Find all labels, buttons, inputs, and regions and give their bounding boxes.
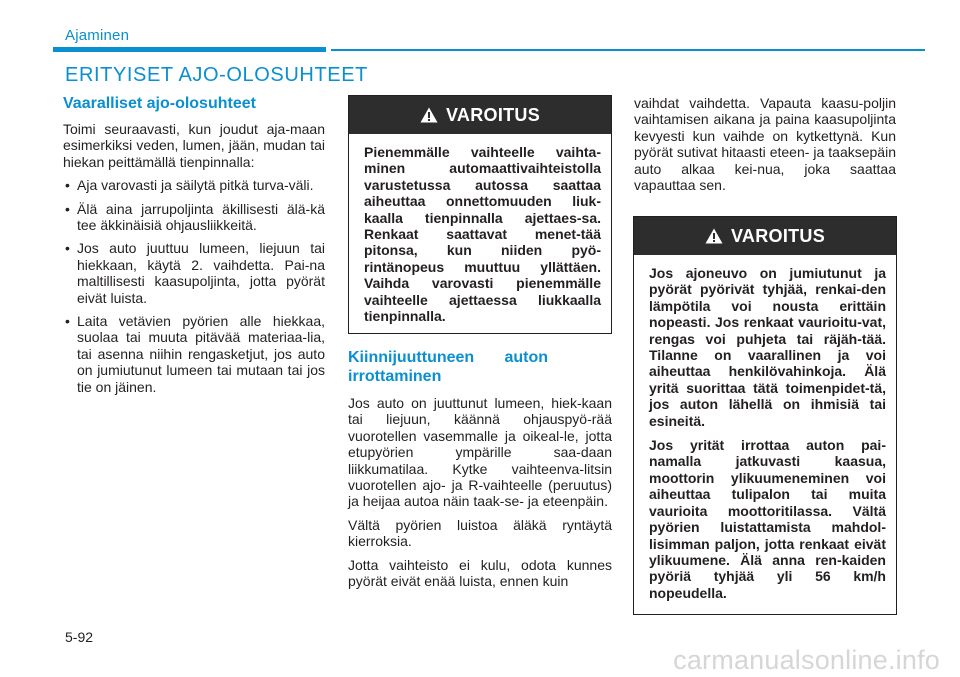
chapter-title: ERITYISET AJO-OLOSUHTEET [65,64,368,86]
page-number: 5-92 [65,629,94,645]
column-2-text [348,348,612,596]
warning-header [349,96,611,134]
continued-paragraph: vaihdat vaihdetta. Vapauta kaasu-poljin vaihtamisen aikana ja paina kaasupoljinta kevyesti kun vaihde on kytkettynä. Kun pyörät sutivat hitaasti eteen- ja taaksepäin auto alkaa kei-nua, joka saattaa vapauttaa sen. [634,95,896,194]
warning-text [634,255,896,617]
paragraph: Vältä pyörien luistoa äläkä ryntäytä kierroksia. [348,516,612,550]
header-rule-accent [53,47,326,52]
warning-label: VAROITUS [730,225,826,246]
paragraph: Jotta vaihteisto ei kulu, odota kunnes pyörät eivät enää luista, ennen kuin [348,556,612,590]
warning-label: VAROITUS [445,104,541,125]
list-item [63,240,325,306]
list-item-text: Jos auto juuttuu lumeen, liejuun tai hiekkaan, käytä 2. vaihdetta. Pai-na maltillisesti kaasupoljinta, jotta pyörät eivät luista. [77,240,325,306]
list-item [63,313,325,395]
warning-paragraph: Pienemmälle vaihteelle vaihta-minen automaattivaihteistolla varustetussa autossa saattaa aiheuttaa onnettomuuden liuk-kaalla tienpinnalla ajettaes-sa. Renkaat saattavat menet-tää pitonsa, kun niiden pyö-rintänopeus muuttuu yllättäen. Vaihda varovasti pienemmälle vaihteelle ajettaessa liukkaalla tienpinnalla. [364,144,601,325]
header-rule [331,49,925,51]
bullet-marker: • [65,177,70,194]
bullet-marker: • [65,240,70,257]
section-label: Ajaminen [65,27,130,44]
warning-box-downshift [348,95,612,334]
list-item-text: Laita vetävien pyörien alle hiekkaa, suolaa tai muuta pitävää materiaa-lia, tai asenna niihin rengasketjut, jos auto on jumiutunut lumeen tai mutaan tai jos tie on jäinen. [77,313,325,395]
list-item [63,177,325,193]
heading-dangerous-conditions: Vaaralliset ajo-olosuhteet [63,95,256,112]
warning-box-tire-overheat [633,216,897,615]
heading-freeing-stuck-vehicle: Kiinnijuuttuneen auton irrottaminen [348,349,548,385]
column-3-text [634,95,896,200]
instruction-list [63,177,325,395]
list-item-text: Älä aina jarrupoljinta äkillisesti älä-kä tee äkkinäisiä ohjausliikkeitä. [77,200,325,234]
column-1 [63,94,325,402]
warning-text [349,134,611,340]
list-item-text: Aja varovasti ja säilytä pitkä turva-väli. [77,177,314,194]
warning-paragraph: Jos yrität irrottaa auton pai-namalla jatkuvasti kaasua, moottorin ylikuumeneminen voi aiheuttaa tulipalon tai muita vaurioita moottoritilassa. Vältä pyörien luistattamista mahdol-lisimman paljon, jotta renkaat eivät ylikuumene. Älä anna ren-kaiden pyöriä tyhjää yli 56 km/h nopeudella. [649,437,886,601]
bullet-marker: • [65,313,70,330]
paragraph: Jos auto on juuttunut lumeen, hiek-kaan tai liejuun, käännä ohjauspyö-rää vuorotellen vasemmalle ja oikeal-le, jotta etupyörien ympärille saa-daan liikkumatilaa. Kytke vaihteenva-litsin vuorotellen ajo- ja R-vaihteelle (peruutus) ja heijaa autoa näin taak-se- ja eteenpäin. [348,395,612,510]
list-item [63,201,325,234]
intro-paragraph: Toimi seuraavasti, kun joudut aja-maan esimerkiksi veden, lumen, jään, mudan tai hiekan peittämällä tienpinnalla: [63,121,325,170]
watermark: carmanualsonline.info [673,645,940,675]
warning-triangle-icon [705,228,723,244]
warning-paragraph: Jos ajoneuvo on jumiutunut ja pyörät pyörivät tyhjää, renkai-den lämpötila voi nousta erittäin nopeasti. Jos renkaat vaurioitu-vat, rengas voi puhjeta tai räjäh-tää. Tilanne on vaarallinen ja voi aiheuttaa henkilövahinkoja. Älä yritä suorittaa tätä toimenpidet-tä, jos auton lähellä on ihmisiä tai esineitä. [649,265,886,429]
warning-header [634,217,896,255]
bullet-marker: • [65,200,70,217]
warning-triangle-icon [420,107,438,123]
